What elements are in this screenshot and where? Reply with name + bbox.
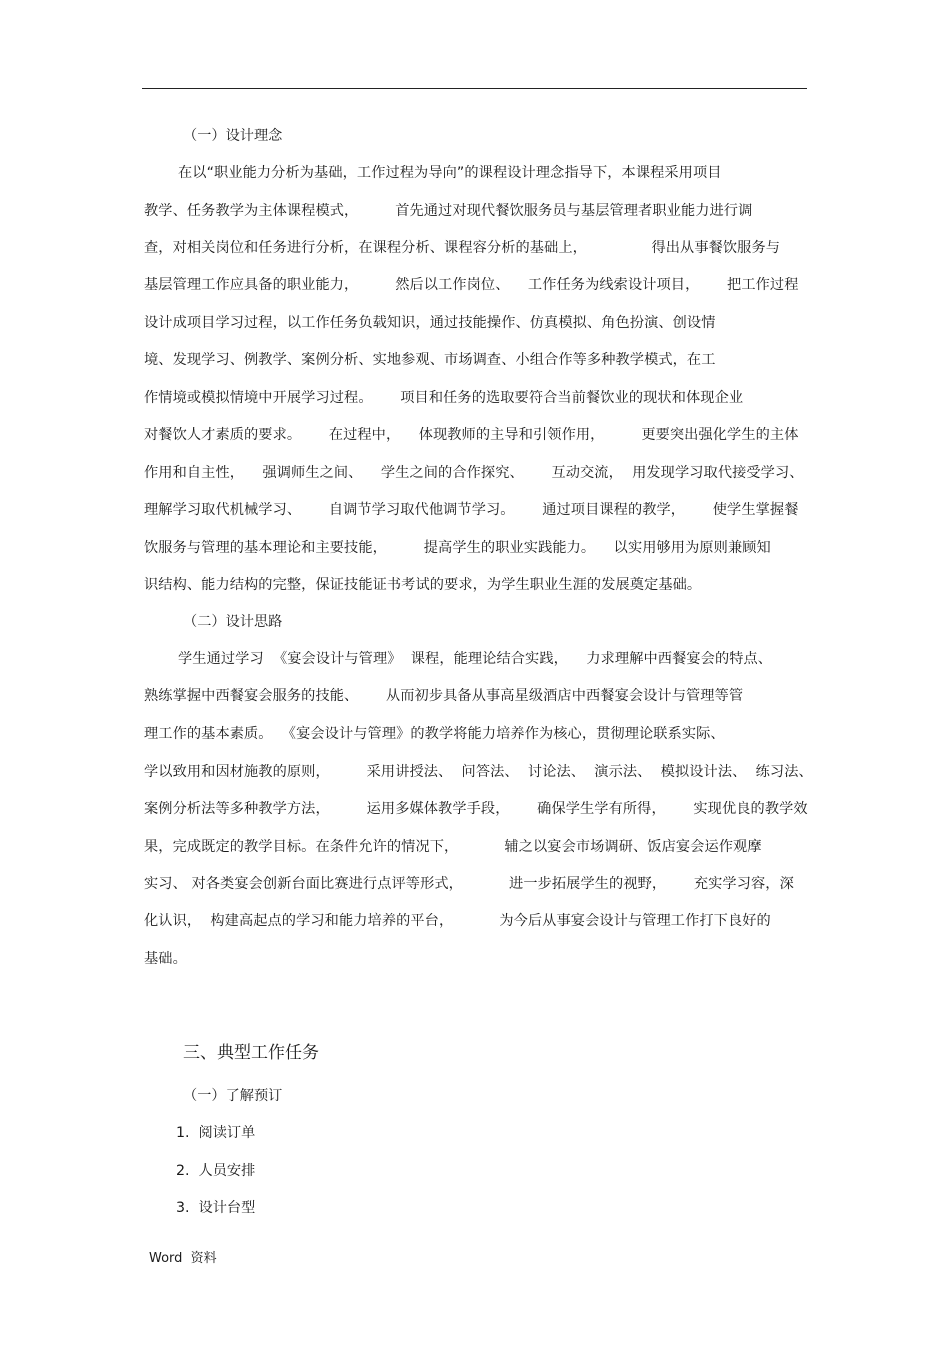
section1-line-4: 基层管理工作应具备的职业能力， 然后以工作岗位、 工作任务为线索设计项目， 把工作过程 (144, 277, 799, 293)
section2-line-7: 实习、 对各类宴会创新台面比赛进行点评等形式， 进一步拓展学生的视野， 充实学习容，深 (144, 876, 794, 892)
section1-line-12: 识结构、能力结构的完整，保证技能证书考试的要求，为学生职业生涯的发展奠定基础。 (144, 577, 702, 593)
header-rule (142, 88, 807, 89)
section1-line-10: 理解学习取代机械学习、 自调节学习取代他调节学习。 通过项目课程的教学， 使学生掌握餐 (144, 502, 799, 518)
section3-sub-heading: （一）了解预订 (183, 1088, 283, 1104)
task-item-2: 2. 人员安排 (176, 1163, 256, 1179)
section1-line-3: 查，对相关岗位和任务进行分析，在课程分析、课程容分析的基础上， 得出从事餐饮服务与 (144, 240, 781, 256)
task-item-1: 1. 阅读订单 (176, 1125, 256, 1141)
section3-heading: 三、典型工作任务 (183, 1043, 319, 1063)
section2-line-4: 学以致用和因材施教的原则， 采用讲授法、 问答法、 讨论法、 演示法、 模拟设计法、 练习法、 (144, 764, 813, 780)
section2-line-8: 化认识， 构建高起点的学习和能力培养的平台， 为今后从事宴会设计与管理工作打下良好的 (144, 913, 771, 929)
section1-line-6: 境、发现学习、例教学、案例分析、实地参观、市场调查、小组合作等多种教学模式，在工 (144, 352, 716, 368)
section1-line-7: 作情境或模拟情境中开展学习过程。 项目和任务的选取要符合当前餐饮业的现状和体现企业 (144, 390, 744, 406)
section1-line-8: 对餐饮人才素质的要求。 在过程中， 体现教师的主导和引领作用， 更要突出强化学生的主体 (144, 427, 799, 443)
section2-line-1: 学生通过学习 《宴会设计与管理》 课程，能理论结合实践， 力求理解中西餐宴会的特点、 (178, 651, 773, 667)
section2-line-9: 基础。 (144, 951, 187, 967)
section2-line-3: 理工作的基本素质。 《宴会设计与管理》的教学将能力培养作为核心，贯彻理论联系实际、 (144, 726, 725, 742)
section1-line-9: 作用和自主性， 强调师生之间、 学生之间的合作探究、 互动交流， 用发现学习取代接受学习、 (144, 465, 804, 481)
section2-line-2: 熟练掌握中西餐宴会服务的技能、 从而初步具备从事高星级酒店中西餐宴会设计与管理等管 (144, 688, 744, 704)
section2-line-6: 果，完成既定的教学目标。在条件允许的情况下， 辅之以宴会市场调研、饭店宴会运作观摩 (144, 839, 762, 855)
section2-heading: （二）设计思路 (183, 614, 283, 630)
section1-line-2: 教学、任务教学为主体课程模式， 首先通过对现代餐饮服务员与基层管理者职业能力进行调 (144, 203, 753, 219)
task-item-3: 3. 设计台型 (176, 1200, 256, 1216)
section1-line-1: 在以“职业能力分析为基础，工作过程为导向”的课程设计理念指导下，本课程采用项目 (178, 165, 722, 181)
page-footer: Word 资料 (149, 1251, 217, 1266)
section1-heading: （一）设计理念 (183, 128, 283, 144)
section1-line-5: 设计成项目学习过程，以工作任务负载知识，通过技能操作、仿真模拟、角色扮演、创设情 (144, 315, 716, 331)
section1-line-11: 饮服务与管理的基本理论和主要技能， 提高学生的职业实践能力。 以实用够用为原则兼顾知 (144, 540, 771, 556)
section2-line-5: 案例分析法等多种教学方法， 运用多媒体教学手段， 确保学生学有所得， 实现优良的教学效 (144, 801, 808, 817)
